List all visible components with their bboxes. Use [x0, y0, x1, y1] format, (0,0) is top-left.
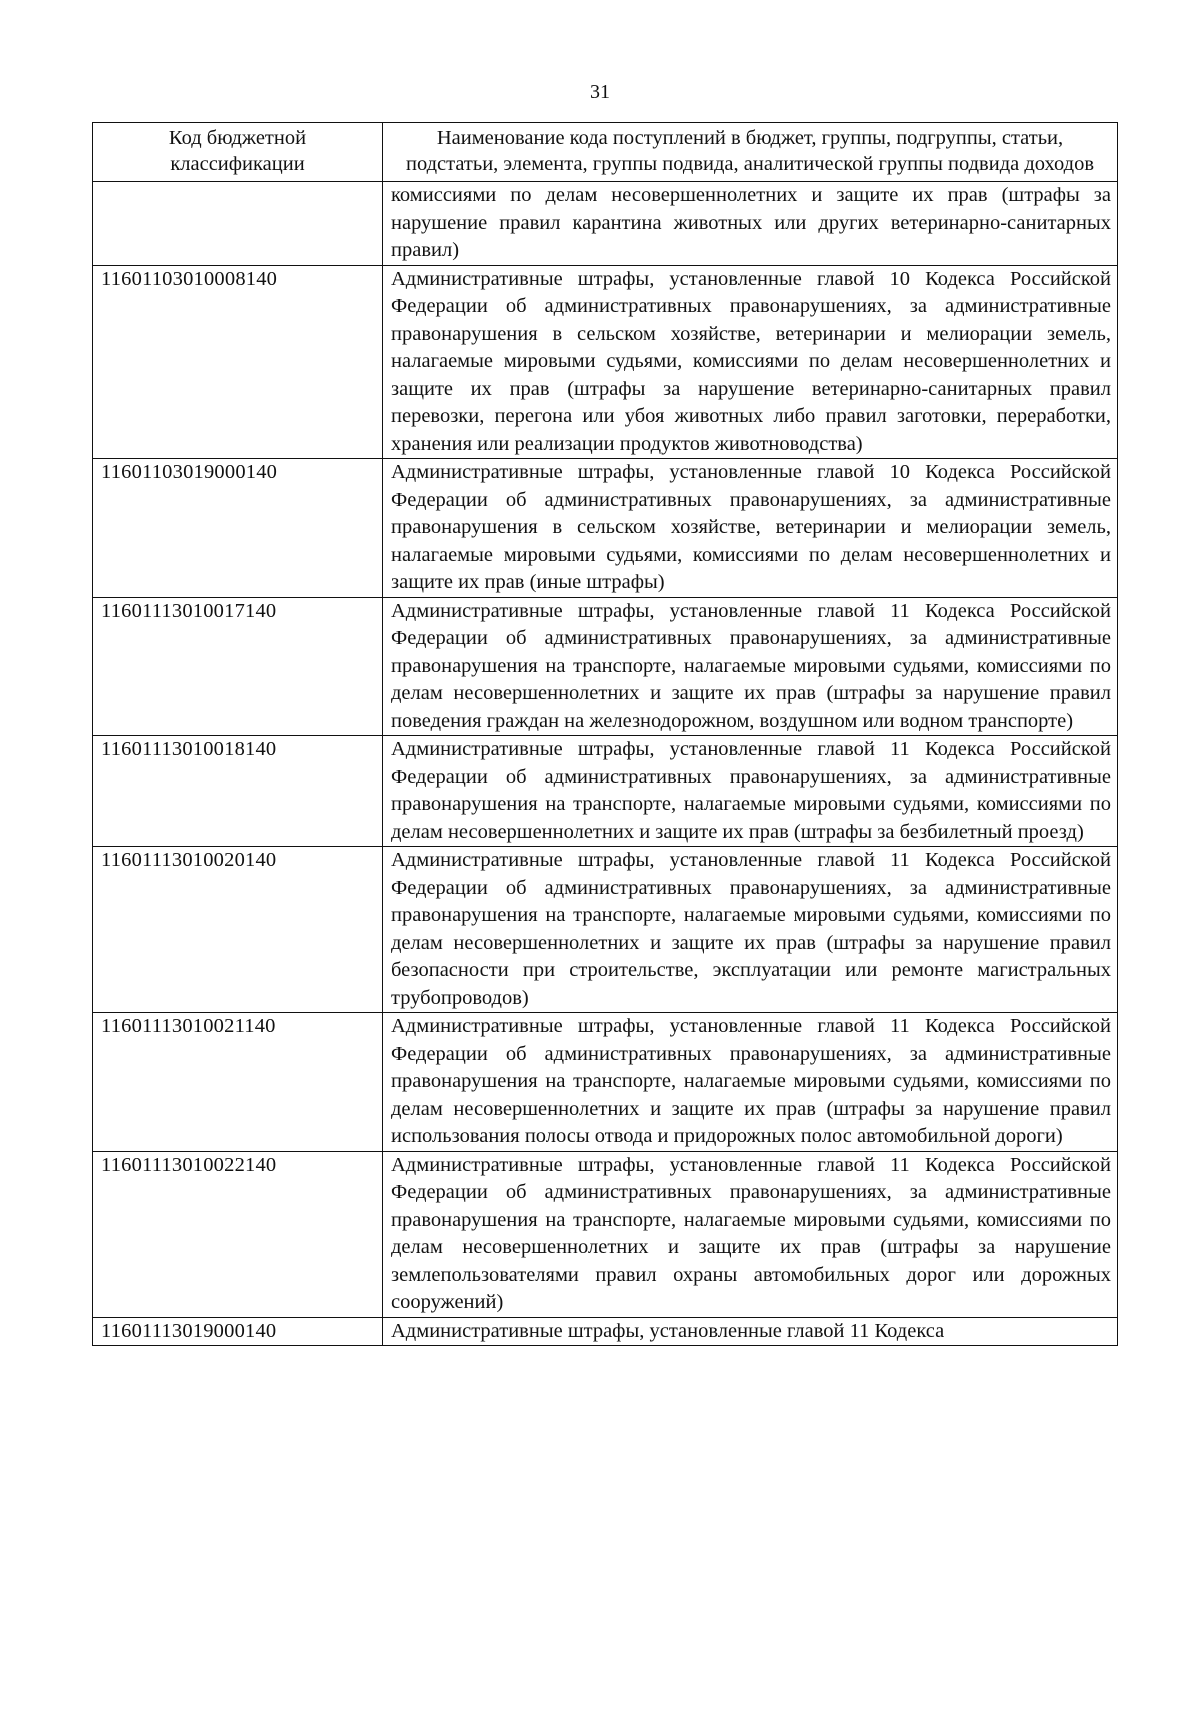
- table-row: [93, 736, 1118, 847]
- row-name: Административные штрафы, установленные главой 11 Кодекса Российской Федерации об административных правонарушениях, за административные правонарушения на транспорте, налагаемые мировыми судьями, комиссиями по делам несовершеннолетних и защите их прав (штрафы за безбилетный проезд): [383, 736, 1118, 847]
- row-name: комиссиями по делам несовершеннолетних и защите их прав (штрафы за нарушение правил карантина животных или других ветеринарно-санитарных правил): [383, 182, 1118, 266]
- row-code: 11601103010008140: [93, 265, 383, 459]
- page-number: 31: [590, 81, 610, 103]
- row-name: Административные штрафы, установленные главой 11 Кодекса Российской Федерации об административных правонарушениях, за административные правонарушения на транспорте, налагаемые мировыми судьями, комиссиями по делам несовершеннолетних и защите их прав (штрафы за нарушение правил безопасности при строительстве, эксплуатации или ремонте магистральных трубопроводов): [383, 847, 1118, 1013]
- table-row: [93, 1317, 1118, 1346]
- row-name: Административные штрафы, установленные главой 11 Кодекса Российской Федерации об административных правонарушениях, за административные правонарушения на транспорте, налагаемые мировыми судьями, комиссиями по делам несовершеннолетних и защите их прав (штрафы за нарушение правил использования полосы отвода и придорожных полос автомобильной дороги): [383, 1013, 1118, 1152]
- table-header-row: [93, 123, 1118, 182]
- table-row: [93, 182, 1118, 266]
- row-code: 11601113010017140: [93, 597, 383, 736]
- table-row: [93, 847, 1118, 1013]
- table-row: [93, 459, 1118, 598]
- row-name: Административные штрафы, установленные главой 11 Кодекса Российской Федерации об административных правонарушениях, за административные правонарушения на транспорте, налагаемые мировыми судьями, комиссиями по делам несовершеннолетних и защите их прав (штрафы за нарушение землепользователями правил охраны автомобильных дорог или дорожных сооружений): [383, 1151, 1118, 1317]
- row-code: 11601113010021140: [93, 1013, 383, 1152]
- row-code: 11601113010020140: [93, 847, 383, 1013]
- row-code: [93, 182, 383, 266]
- header-name: Наименование кода поступлений в бюджет, группы, подгруппы, статьи, подстатьи, элемента, группы подвида, аналитической группы подвида доходов: [383, 123, 1118, 182]
- row-code: 11601113010022140: [93, 1151, 383, 1317]
- row-name: Административные штрафы, установленные главой 11 Кодекса Российской Федерации об административных правонарушениях, за административные правонарушения на транспорте, налагаемые мировыми судьями, комиссиями по делам несовершеннолетних и защите их прав (штрафы за нарушение правил поведения граждан на железнодорожном, воздушном или водном транспорте): [383, 597, 1118, 736]
- table-row: [93, 1151, 1118, 1317]
- row-name: Административные штрафы, установленные главой 10 Кодекса Российской Федерации об административных правонарушениях, за административные правонарушения в сельском хозяйстве, ветеринарии и мелиорации земель, налагаемые мировыми судьями, комиссиями по делам несовершеннолетних и защите их прав (иные штрафы): [383, 459, 1118, 598]
- row-code: 11601113010018140: [93, 736, 383, 847]
- header-code: Код бюджетной классификации: [93, 123, 383, 182]
- budget-classification-table: [92, 122, 1118, 1346]
- row-code: 11601113019000140: [93, 1317, 383, 1346]
- table-row: [93, 265, 1118, 459]
- row-code: 11601103019000140: [93, 459, 383, 598]
- row-name: Административные штрафы, установленные главой 10 Кодекса Российской Федерации об административных правонарушениях, за административные правонарушения в сельском хозяйстве, ветеринарии и мелиорации земель, налагаемые мировыми судьями, комиссиями по делам несовершеннолетних и защите их прав (штрафы за нарушение ветеринарно-санитарных правил перевозки, перегона или убоя животных либо правил заготовки, переработки, хранения или реализации продуктов животноводства): [383, 265, 1118, 459]
- row-name: Административные штрафы, установленные главой 11 Кодекса: [383, 1317, 1118, 1346]
- table-row: [93, 1013, 1118, 1152]
- table-row: [93, 597, 1118, 736]
